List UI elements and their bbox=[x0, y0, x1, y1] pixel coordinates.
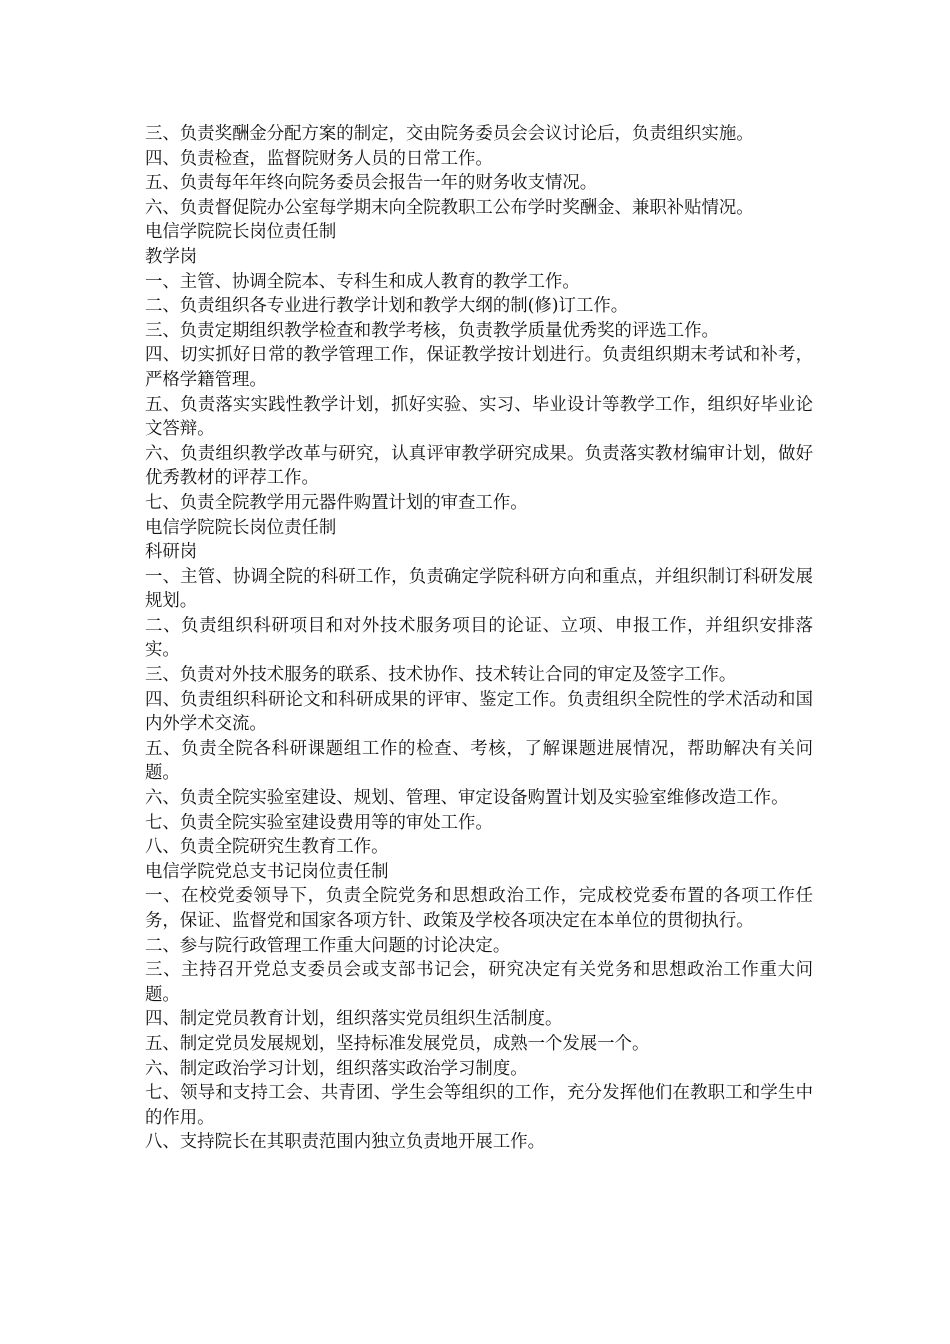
paragraph: 五、负责每年年终向院务委员会报告一年的财务收支情况。 bbox=[145, 173, 598, 194]
paragraph: 三、主持召开党总支委员会或支部书记会，研究决定有关党务和思想政治工作重大问题。 bbox=[145, 960, 813, 1005]
paragraph: 六、负责全院实验室建设、规划、管理、审定设备购置计划及实验室维修改造工作。 bbox=[145, 788, 789, 809]
section-heading: 电信学院院长岗位责任制 bbox=[145, 222, 337, 243]
paragraph: 四、制定党员教育计划，组织落实党员组织生活制度。 bbox=[145, 1009, 563, 1030]
paragraph: 七、负责全院教学用元器件购置计划的审查工作。 bbox=[145, 492, 528, 513]
paragraph: 四、负责检查，监督院财务人员的日常工作。 bbox=[145, 148, 493, 169]
paragraph: 二、负责组织各专业进行教学计划和教学大纲的制(修)订工作。 bbox=[145, 296, 629, 317]
paragraph: 六、制定政治学习计划，组织落实政治学习制度。 bbox=[145, 1058, 528, 1079]
paragraph: 一、主管、协调全院本、专科生和成人教育的教学工作。 bbox=[145, 271, 580, 292]
paragraph: 四、负责组织科研论文和科研成果的评审、鉴定工作。负责组织全院性的学术活动和国内外学术交流。 bbox=[145, 689, 813, 735]
paragraph: 二、参与院行政管理工作重大问题的讨论决定。 bbox=[145, 935, 511, 956]
paragraph: 三、负责对外技术服务的联系、技术协作、技术转让合同的审定及签字工作。 bbox=[145, 665, 737, 686]
paragraph: 五、负责全院各科研课题组工作的检查、考核，了解课题进展情况，帮助解决有关问题。 bbox=[145, 738, 813, 784]
subsection-heading: 教学岗 bbox=[145, 246, 198, 267]
section-heading: 电信学院党总支书记岗位责任制 bbox=[145, 861, 389, 882]
paragraph: 一、在校党委领导下，负责全院党务和思想政治工作，完成校党委布置的各项工作任务，保证、监督党和国家各项方针、政策及学校各项决定在本单位的贯彻执行。 bbox=[145, 886, 813, 931]
paragraph: 三、负责奖酬金分配方案的制定，交由院务委员会会议讨论后，负责组织实施。 bbox=[145, 124, 754, 144]
subsection-heading: 科研岗 bbox=[145, 542, 198, 563]
document-body bbox=[145, 122, 813, 1155]
paragraph: 一、主管、协调全院的科研工作，负责确定学院科研方向和重点，并组织制订科研发展规划。 bbox=[145, 566, 813, 612]
paragraph: 七、负责全院实验室建设费用等的审处工作。 bbox=[145, 812, 493, 833]
paragraph: 七、领导和支持工会、共青团、学生会等组织的工作，充分发挥他们在教职工和学生中的作用。 bbox=[145, 1083, 813, 1128]
paragraph: 二、负责组织科研项目和对外技术服务项目的论证、立项、申报工作，并组织安排落实。 bbox=[145, 615, 813, 661]
paragraph: 六、负责组织教学改革与研究，认真评审教学研究成果。负责落实教材编审计划，做好优秀教材的评荐工作。 bbox=[145, 443, 813, 489]
paragraph: 八、支持院长在其职责范围内独立负责地开展工作。 bbox=[145, 1132, 545, 1153]
paragraph: 五、负责落实实践性教学计划，抓好实验、实习、毕业设计等教学工作，组织好毕业论文答辩。 bbox=[145, 394, 813, 440]
paragraph: 四、切实抓好日常的教学管理工作，保证教学按计划进行。负责组织期末考试和补考，严格学籍管理。 bbox=[145, 345, 813, 390]
paragraph: 八、负责全院研究生教育工作。 bbox=[145, 837, 389, 858]
paragraph: 三、负责定期组织教学检查和教学考核，负责教学质量优秀奖的评选工作。 bbox=[145, 320, 719, 341]
paragraph: 五、制定党员发展规划，坚持标准发展党员，成熟一个发展一个。 bbox=[145, 1033, 650, 1054]
paragraph: 六、负责督促院办公室每学期末向全院教职工公布学时奖酬金、兼职补贴情况。 bbox=[145, 197, 754, 218]
section-heading: 电信学院院长岗位责任制 bbox=[145, 517, 337, 538]
